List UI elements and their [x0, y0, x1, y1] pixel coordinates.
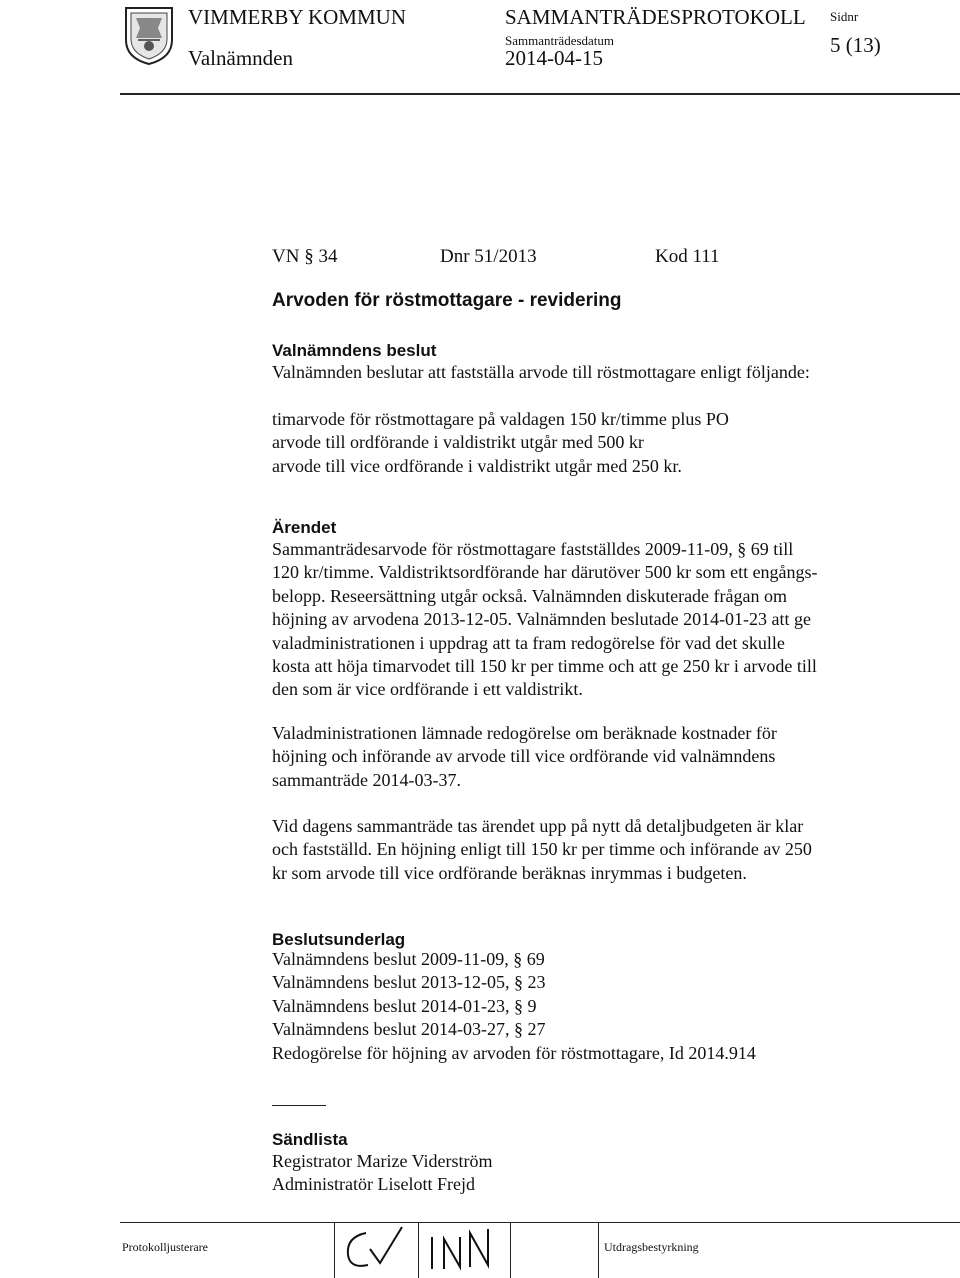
text-line: Sammanträdesarvode för röstmottagare fastställdes 2009-11-09, § 69 till	[272, 539, 794, 559]
text-line: och fastställd. En höjning enligt till 150 kr per timme och införande av 250	[272, 839, 812, 860]
text-line: Vid dagens sammanträde tas ärendet upp på nytt då detaljbudgeten är klar	[272, 816, 804, 836]
distribution-item: Administratör Liselott Frejd	[272, 1174, 475, 1195]
text-line: belopp. Reseersättning utgår också. Valnämnden diskuterade frågan om	[272, 585, 788, 606]
background-paragraph-1	[272, 538, 818, 702]
case-background-heading: Ärendet	[272, 518, 337, 537]
decision-basis-item: Valnämndens beslut 2013-12-05, § 23	[272, 972, 546, 993]
header-divider	[120, 93, 960, 95]
decision-basis-list	[272, 948, 756, 1065]
case-title: Arvoden för röstmottagare - revidering	[272, 290, 622, 311]
decision-intro: Valnämnden beslutar att fastställa arvode till röstmottagare enligt följande:	[272, 362, 810, 382]
handwritten-signature-1	[340, 1223, 414, 1275]
footer-divider	[120, 1222, 960, 1223]
decision-basis-item: Valnämndens beslut 2014-03-27, § 27	[272, 1019, 546, 1040]
signature-box-separator	[510, 1222, 511, 1278]
distribution-item: Registrator Marize Viderström	[272, 1151, 493, 1171]
signature-box-separator	[598, 1222, 599, 1278]
meeting-date: 2014-04-15	[505, 46, 603, 70]
meeting-date-label: Sammanträdesdatum	[505, 33, 615, 48]
page-number-label: Sidnr	[830, 9, 859, 24]
decision-basis-heading: Beslutsunderlag	[272, 930, 406, 949]
decision-item: timarvode för röstmottagare på valdagen 150 kr/timme plus PO	[272, 409, 729, 429]
decision-list	[272, 408, 729, 478]
text-line: höjning av arvodena 2013-12-05. Valnämnden beslutade 2014-01-23 att ge	[272, 609, 812, 630]
text-line: kosta att höja timarvodet till 150 kr per timme och att ge 250 kr i arvode till	[272, 656, 817, 677]
minutes-checker-label: Protokolljusterare	[122, 1240, 208, 1254]
signature-box-separator	[418, 1222, 419, 1278]
decision-basis-item: Valnämndens beslut 2014-01-23, § 9	[272, 995, 537, 1016]
decision-basis-item: Redogörelse för höjning av arvoden för röstmottagare, Id 2014.914	[272, 1042, 756, 1063]
certification-label: Utdragsbestyrkning	[604, 1240, 699, 1254]
org-name: VIMMERBY KOMMUN	[188, 5, 406, 29]
document-type: SAMMANTRÄDESPROTOKOLL	[505, 5, 806, 29]
decision-heading: Valnämndens beslut	[272, 341, 437, 360]
text-line: sammanträde 2014-03-37.	[272, 769, 461, 790]
distribution-list-heading: Sändlista	[272, 1130, 348, 1149]
decision-item: arvode till ordförande i valdistrikt utgår med 500 kr	[272, 432, 644, 453]
section-divider	[272, 1105, 326, 1106]
distribution-list	[272, 1150, 493, 1197]
background-paragraph-2	[272, 722, 777, 792]
decision-basis-item: Valnämndens beslut 2009-11-09, § 69	[272, 949, 545, 969]
text-line: 120 kr/timme. Valdistriktsordförande har därutöver 500 kr som ett engångs-	[272, 562, 818, 583]
committee-name: Valnämnden	[188, 46, 293, 70]
text-line: den som är vice ordförande i ett valdistrikt.	[272, 679, 583, 700]
text-line: valadministrationen i uppdrag att ta fram redogörelse för vad det skulle	[272, 632, 785, 653]
municipal-coat-of-arms-logo	[122, 4, 176, 66]
text-line: Valadministrationen lämnade redogörelse om beräknade kostnader för	[272, 723, 777, 743]
signature-box-separator	[334, 1222, 335, 1278]
background-paragraph-3	[272, 815, 812, 885]
handwritten-signature-2	[424, 1223, 506, 1275]
text-line: höjning och införande av arvode till vice ordförande vid valnämndens	[272, 746, 776, 767]
text-line: kr som arvode till vice ordförande beräknas inrymmas i budgeten.	[272, 862, 747, 883]
diary-number: Dnr 51/2013	[440, 246, 537, 267]
page-number: 5 (13)	[830, 33, 881, 57]
paragraph-number: VN § 34	[272, 246, 338, 267]
decision-item: arvode till vice ordförande i valdistrikt utgår med 250 kr.	[272, 455, 682, 476]
case-code: Kod 111	[655, 246, 720, 267]
